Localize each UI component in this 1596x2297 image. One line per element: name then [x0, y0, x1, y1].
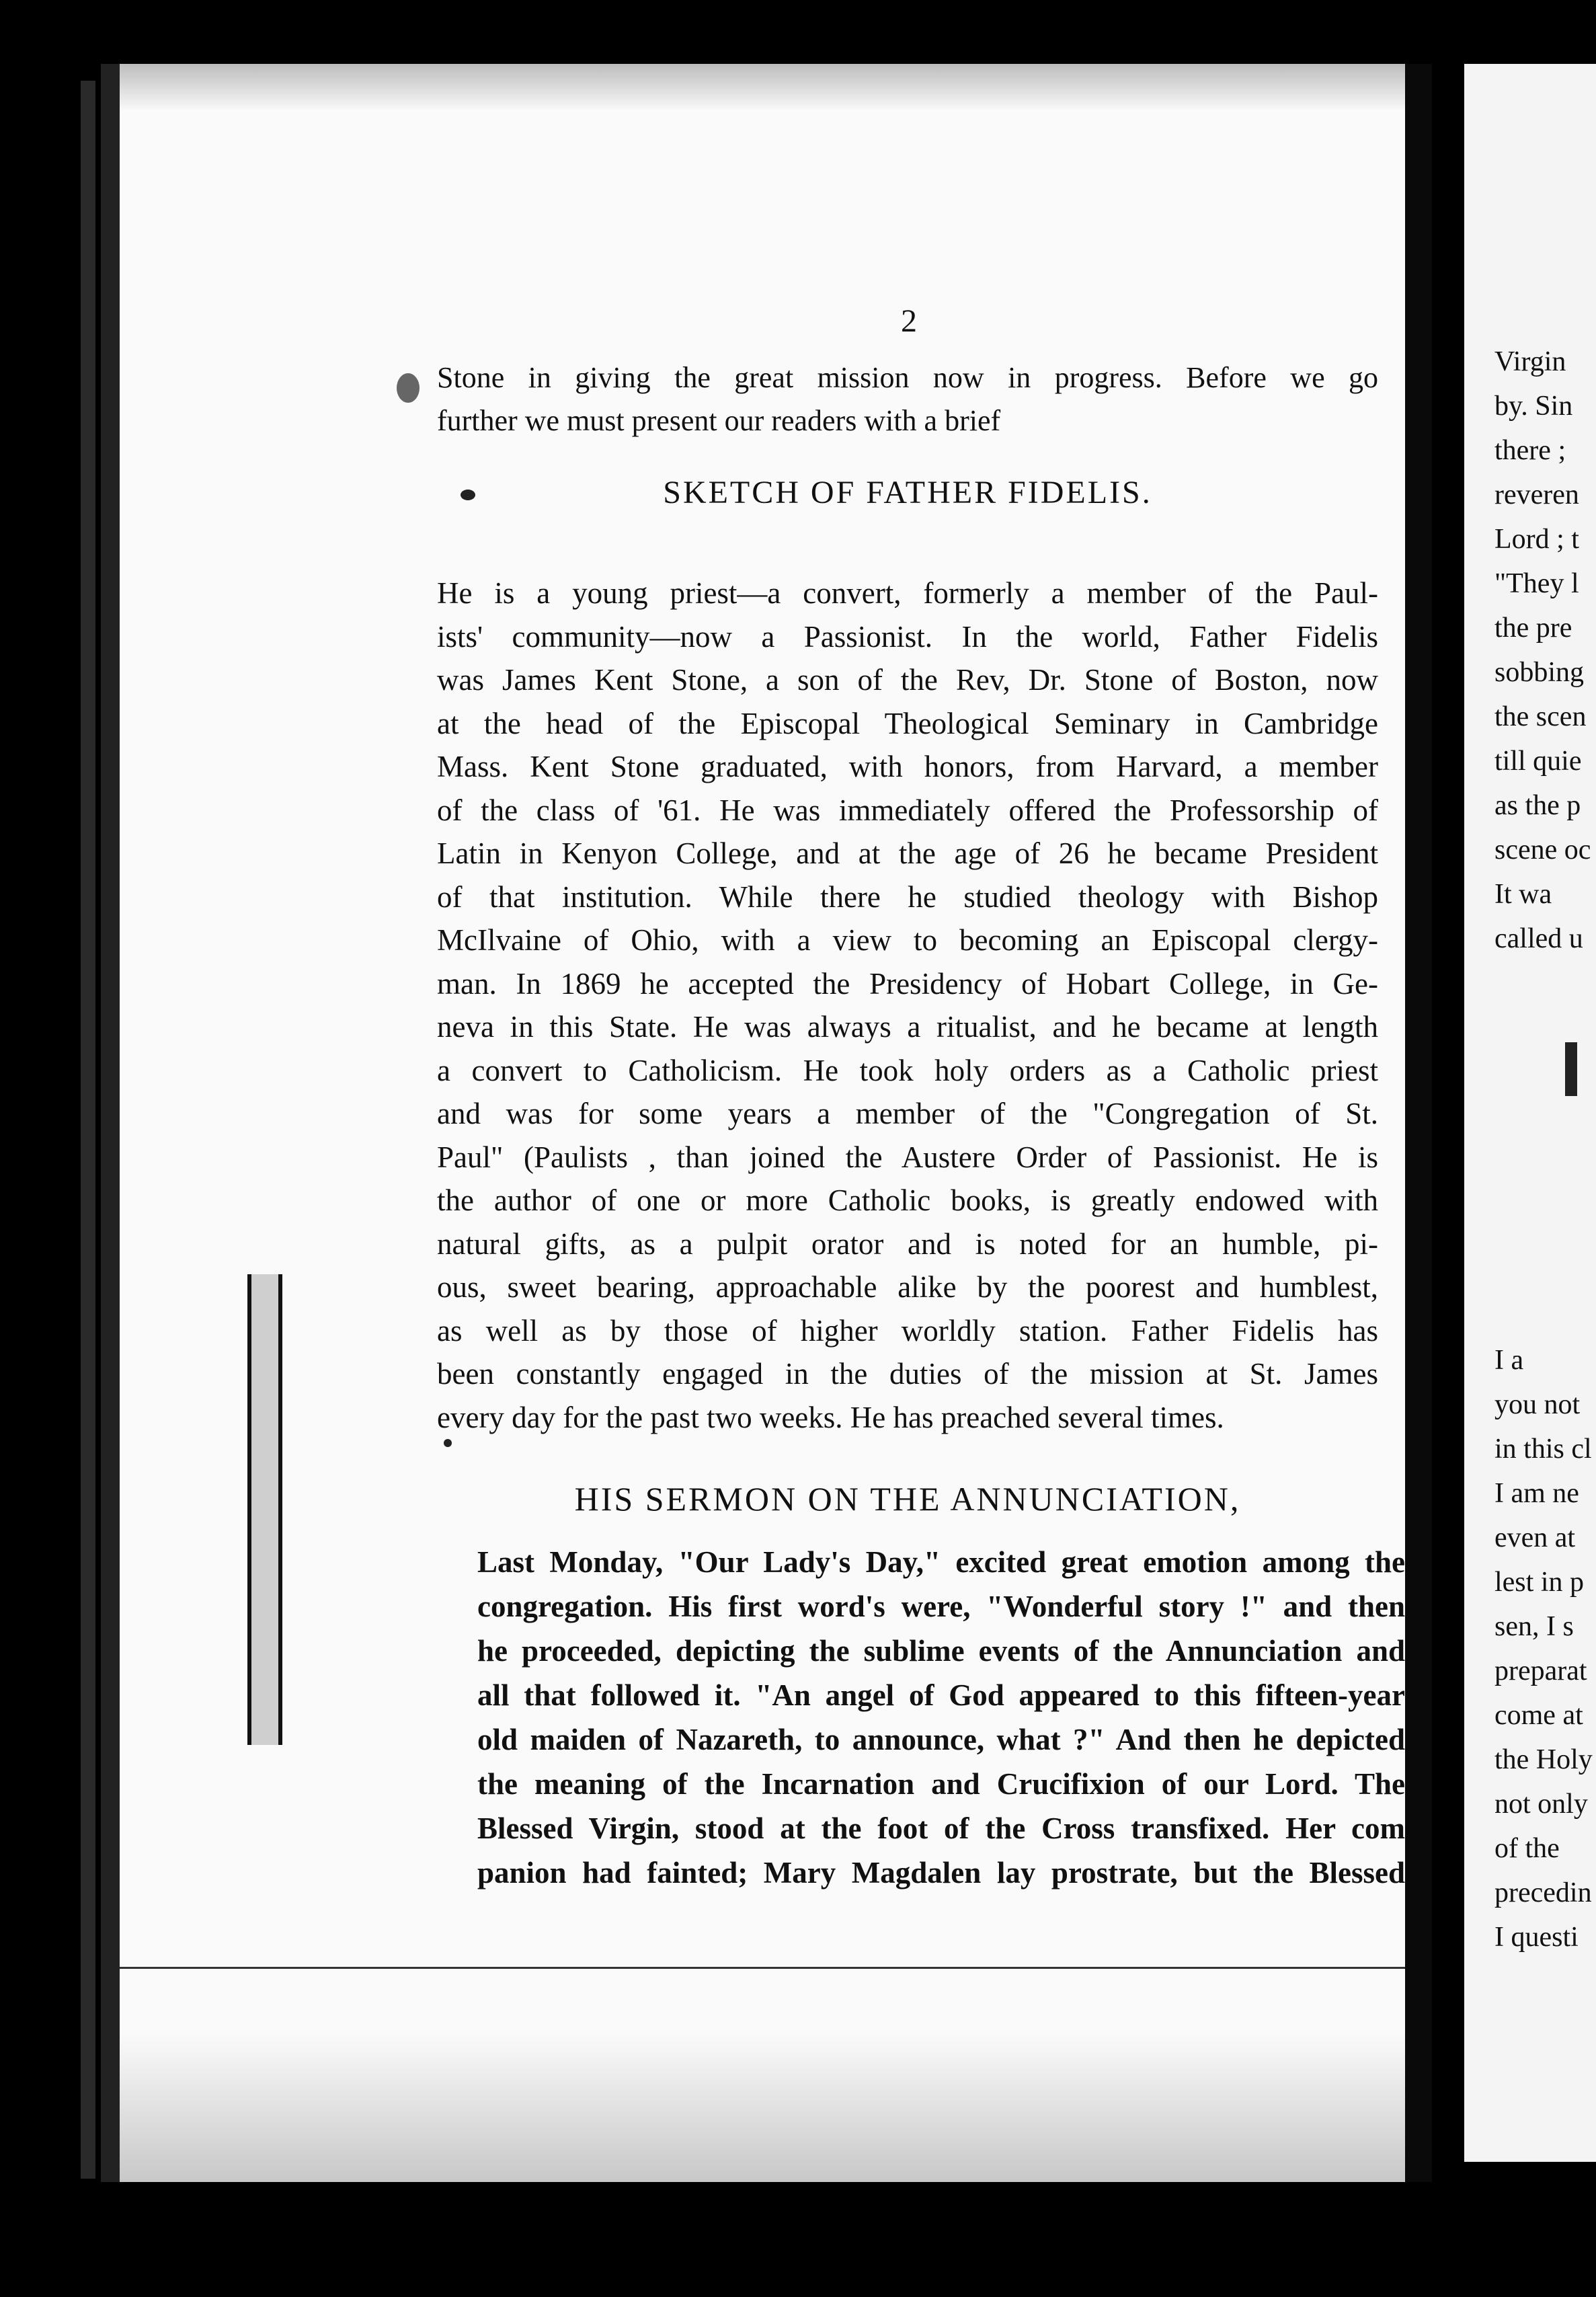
text-line: He is a young priest—a convert, formerly a member of the Paul- — [437, 576, 1378, 610]
sermon-paragraph — [477, 1540, 1405, 1895]
text-line: I a — [1494, 1345, 1524, 1376]
text-line: in this cl — [1494, 1434, 1592, 1465]
sermon-heading: HIS SERMON ON THE ANNUNCIATION, — [574, 1480, 1241, 1518]
ink-speck — [444, 1439, 452, 1447]
text-line: the meaning of the Incarnation and Crucifixion of our Lord. The — [477, 1767, 1405, 1801]
text-line: till quie — [1494, 746, 1582, 777]
bio-paragraph — [437, 572, 1378, 1439]
sketch-heading: SKETCH OF FATHER FIDELIS. — [663, 475, 1152, 510]
text-line: come at — [1494, 1700, 1583, 1731]
text-line: Latin in Kenyon College, and at the age of 26 he became President — [437, 836, 1378, 870]
facing-page — [1464, 64, 1596, 2162]
text-line: Lord ; t — [1494, 524, 1579, 555]
text-line: I am ne — [1494, 1478, 1579, 1509]
text-line: I questi — [1494, 1922, 1579, 1953]
text-line: at the head of the Episcopal Theological Seminary in Cambridge — [437, 706, 1378, 740]
text-line: congregation. His first word's were, "Wonderful story !" and then — [477, 1590, 1405, 1623]
text-line: the scen — [1494, 701, 1587, 732]
text-line: man. In 1869 he accepted the Presidency of Hobart College, in Ge- — [437, 966, 1378, 1001]
text-line: of that institution. While there he studied theology with Bishop — [437, 880, 1378, 914]
text-line: the Holy — [1494, 1744, 1593, 1775]
text-line: Last Monday, "Our Lady's Day," excited great emotion among the — [477, 1545, 1405, 1579]
text-line: Blessed Virgin, stood at the foot of the Cross transfixed. Her com — [477, 1812, 1405, 1845]
page-shadow-top — [120, 64, 1405, 111]
inner-binding — [247, 1274, 282, 1745]
text-line: McIlvaine of Ohio, with a view to becoming an Episcopal clergy- — [437, 923, 1378, 957]
text-line: sobbing — [1494, 657, 1585, 688]
text-line: neva in this State. He was always a ritualist, and he became at length — [437, 1010, 1378, 1044]
text-line: you not — [1494, 1389, 1581, 1420]
text-line: natural gifts, as a pulpit orator and is noted for an humble, pi- — [437, 1227, 1378, 1261]
text-line: as the p — [1494, 790, 1581, 821]
text-line: not only — [1494, 1789, 1588, 1820]
text-line: lest in p — [1494, 1567, 1584, 1598]
text-line: every day for the past two weeks. He has preached several times. — [437, 1400, 1224, 1434]
ink-blot — [397, 373, 420, 403]
ink-speck — [461, 490, 475, 500]
text-line: panion had fainted; Mary Magdalen lay prostrate, but the Blessed — [477, 1856, 1405, 1890]
facing-ink-mark — [1565, 1042, 1577, 1096]
text-line: precedin — [1494, 1877, 1592, 1908]
text-line: was James Kent Stone, a son of the Rev, Dr. Stone of Boston, now — [437, 663, 1378, 697]
text-line: It wa — [1494, 879, 1552, 910]
fold-line — [120, 1967, 1405, 1969]
text-line: and was for some years a member of the "Congregation of St. — [437, 1097, 1378, 1130]
text-line: a convert to Catholicism. He took holy orders as a Catholic priest — [437, 1053, 1378, 1087]
text-line: been constantly engaged in the duties of the mission at St. James — [437, 1357, 1378, 1391]
text-line: called u — [1494, 923, 1583, 954]
text-line: as well as by those of higher worldly station. Father Fidelis has — [437, 1313, 1378, 1348]
text-line: of the class of '61. He was immediately offered the Professorship of — [437, 793, 1378, 827]
text-line: the pre — [1494, 613, 1572, 644]
page-number: 2 — [901, 303, 917, 339]
text-line: sen, I s — [1494, 1611, 1574, 1642]
text-line: Mass. Kent Stone graduated, with honors, from Harvard, a member — [437, 750, 1378, 783]
binding-edge — [81, 81, 95, 2179]
text-line: by. Sin — [1494, 391, 1573, 422]
text-line: Stone in giving the great mission now in progress. Before we go — [437, 361, 1378, 394]
facing-column-top — [1494, 340, 1591, 961]
text-line: ists' community—now a Passionist. In the world, Father Fidelis — [437, 619, 1378, 654]
text-line: reveren — [1494, 479, 1579, 510]
text-line: further we must present our readers with a brief — [437, 404, 1001, 437]
text-line: of the — [1494, 1833, 1560, 1864]
text-line: ous, sweet bearing, approachable alike by the poorest and humblest, — [437, 1270, 1378, 1304]
text-line: the author of one or more Catholic books, is greatly endowed with — [437, 1183, 1378, 1217]
text-line: Paul" (Paulists , than joined the Austere Order of Passionist. He is — [437, 1140, 1378, 1174]
text-line: there ; — [1494, 435, 1566, 466]
text-line: he proceeded, depicting the sublime events of the Annunciation and — [477, 1634, 1405, 1668]
text-line: "They l — [1494, 568, 1579, 599]
text-line: scene oc — [1494, 834, 1591, 865]
intro-paragraph — [437, 356, 1378, 442]
text-line: all that followed it. "An angel of God appeared to this fifteen-year — [477, 1678, 1405, 1712]
text-line: preparat — [1494, 1656, 1587, 1686]
facing-column-bottom — [1494, 1338, 1593, 1959]
page-shadow-bottom — [120, 2034, 1405, 2182]
text-line: Virgin — [1494, 346, 1566, 377]
text-line: even at — [1494, 1522, 1576, 1553]
text-line: old maiden of Nazareth, to announce, what ?" And then he depicted — [477, 1723, 1405, 1756]
